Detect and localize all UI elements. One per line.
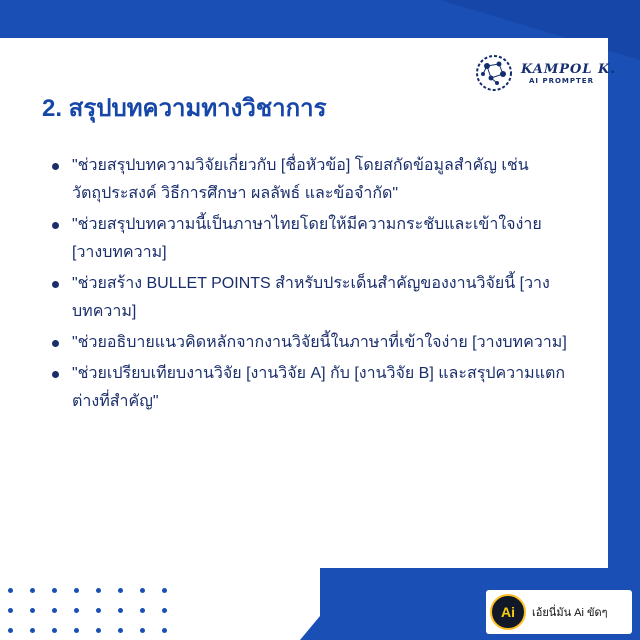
decor-dot: [8, 628, 13, 633]
decor-dot: [162, 608, 167, 613]
decor-dot: [8, 588, 13, 593]
decor-dot: [118, 588, 123, 593]
decor-dot: [52, 628, 57, 633]
decor-dot: [162, 588, 167, 593]
list-item: "ช่วยเปรียบเทียบงานวิจัย [งานวิจัย A] กับ [งานวิจัย B] และสรุปความแตกต่างที่สำคัญ": [48, 360, 568, 416]
logo-subtitle: AI PROMPTER: [529, 76, 594, 85]
decor-dot: [30, 628, 35, 633]
decor-dot: [96, 588, 101, 593]
decor-dot: [74, 628, 79, 633]
decor-dot: [52, 588, 57, 593]
list-item: "ช่วยสรุปบทความนี้เป็นภาษาไทยโดยให้มีความกระชับและเข้าใจง่าย [วางบทความ]: [48, 211, 568, 267]
decor-dot: [140, 628, 145, 633]
decor-dot: [140, 588, 145, 593]
brain-network-icon: [473, 52, 515, 94]
decor-dot: [30, 608, 35, 613]
decor-dot: [96, 628, 101, 633]
list-item: "ช่วยสร้าง BULLET POINTS สำหรับประเด็นสำคัญของงานวิจัยนี้ [วางบทความ]: [48, 270, 568, 326]
badge-text: เอ้ยนี่มัน Ai ขัดๆ: [532, 607, 608, 619]
decor-dot: [52, 608, 57, 613]
decor-dot: [30, 588, 35, 593]
kampol-logo: [473, 52, 616, 94]
ai-logo-text: Ai: [501, 604, 515, 620]
logo-name: KAMPOL K.: [521, 61, 616, 77]
list-item: "ช่วยสรุปบทความวิจัยเกี่ยวกับ [ชื่อหัวข้อ] โดยสกัดข้อมูลสำคัญ เช่น วัตถุประสงค์ วิธีการศึกษา ผลลัพธ์ และข้อจำกัด": [48, 152, 568, 208]
decor-dot: [162, 628, 167, 633]
decor-dot: [140, 608, 145, 613]
decor-dot: [74, 608, 79, 613]
ai-logo-icon: [490, 594, 526, 630]
prompt-list: [48, 152, 568, 419]
decor-dot: [8, 608, 13, 613]
decor-dot: [74, 588, 79, 593]
decor-dot: [118, 608, 123, 613]
brand-badge: [486, 590, 632, 634]
decor-dot: [96, 608, 101, 613]
list-item: "ช่วยอธิบายแนวคิดหลักจากงานวิจัยนี้ในภาษาที่เข้าใจง่าย [วางบทความ]: [48, 329, 568, 357]
decor-dot: [118, 628, 123, 633]
section-title: 2. สรุปบทความทางวิชาการ: [42, 95, 327, 122]
